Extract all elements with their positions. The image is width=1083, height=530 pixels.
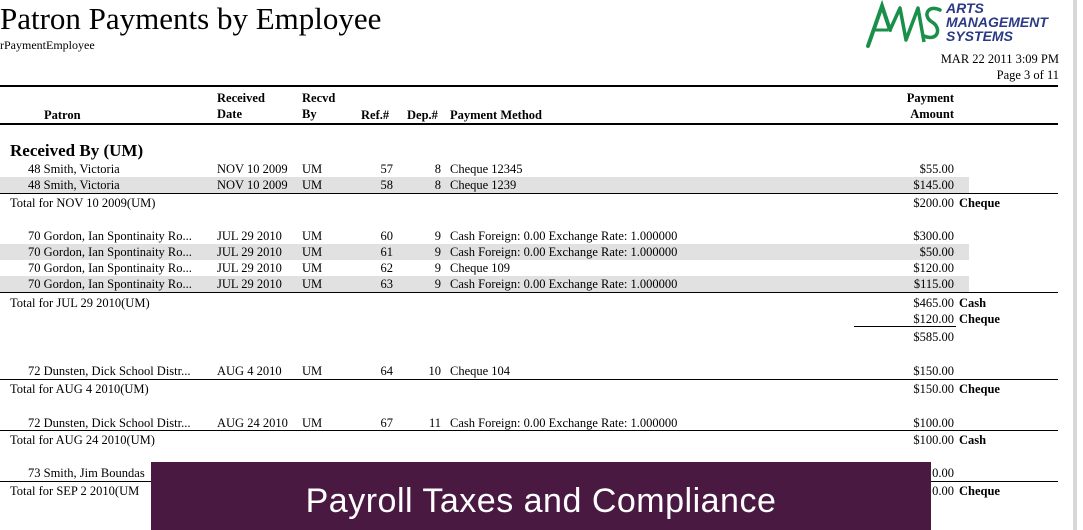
group-total-label: Total for AUG 4 2010(UM) (10, 382, 149, 396)
cell-ref: 57 (380, 162, 393, 176)
report-code: rPaymentEmployee (0, 38, 95, 52)
group-total-type: Cheque (959, 196, 1000, 210)
cell-recvd-by: UM (302, 162, 323, 176)
cell-date: JUL 29 2010 (217, 229, 282, 243)
cell-amount: $55.00 (919, 162, 954, 176)
cell-date: NOV 10 2009 (217, 178, 288, 192)
cell-ref: 63 (380, 277, 393, 291)
cell-amount: $150.00 (913, 364, 954, 378)
cell-dep: 9 (434, 245, 441, 259)
col-recvd-line2: By (302, 107, 317, 121)
group-grand-total: $585.00 (913, 330, 954, 344)
group-total-type: Cash (959, 433, 987, 447)
cell-recvd-by: UM (302, 416, 323, 430)
subtotal-rule (854, 326, 956, 327)
cell-amount: 0.00 (932, 466, 954, 480)
cell-amount: $300.00 (913, 229, 954, 243)
page-edge-shadow (1073, 0, 1077, 530)
group-total-amount: $465.00 (913, 296, 954, 310)
group-total-amount: 0.00 (932, 484, 954, 498)
cell-method: Cash Foreign: 0.00 Exchange Rate: 1.000000 (450, 245, 678, 259)
group-total-rule (0, 379, 1058, 380)
cell-ref: 60 (380, 229, 393, 243)
logo-text-arts: ARTS (946, 0, 984, 16)
cell-amount: $50.00 (919, 245, 954, 259)
cell-ref: 61 (380, 245, 393, 259)
cell-ref: 64 (380, 364, 393, 378)
group-total-type: Cash (959, 296, 987, 310)
group-total-label: Total for SEP 2 2010(UM (10, 484, 140, 498)
col-ref: Ref.# (361, 108, 390, 122)
cell-date: AUG 4 2010 (217, 364, 282, 378)
caption-banner-text: Payroll Taxes and Compliance (305, 482, 777, 520)
group-total-rule (0, 292, 1058, 293)
cell-recvd-by: UM (302, 178, 323, 192)
col-dep: Dep.# (407, 108, 438, 122)
cell-date: AUG 24 2010 (217, 416, 288, 430)
cell-patron: 48 Smith, Victoria (28, 178, 120, 192)
header-bottom-rule (0, 123, 1058, 125)
cell-amount: $145.00 (913, 178, 954, 192)
col-recvd-line1: Recvd (302, 91, 336, 105)
cell-dep: 9 (434, 277, 441, 291)
col-received-line2: Date (217, 107, 242, 121)
cell-dep: 9 (434, 261, 441, 275)
cell-method: Cash Foreign: 0.00 Exchange Rate: 1.000000 (450, 416, 678, 430)
cell-date: JUL 29 2010 (217, 261, 282, 275)
group-total-type: Cheque (959, 312, 1000, 326)
logo-text-systems: SYSTEMS (946, 28, 1013, 44)
col-amount-line1: Payment (906, 91, 954, 105)
cell-patron: 70 Gordon, Ian Spontinaity Ro... (28, 261, 192, 275)
col-amount-line2: Amount (910, 107, 954, 121)
group-total-amount: $100.00 (913, 433, 954, 447)
cell-patron: 70 Gordon, Ian Spontinaity Ro... (28, 229, 192, 243)
cell-recvd-by: UM (302, 229, 323, 243)
cell-method: Cash Foreign: 0.00 Exchange Rate: 1.000000 (450, 229, 678, 243)
cell-amount: $120.00 (913, 261, 954, 275)
group-total-type: Cheque (959, 382, 1000, 396)
ams-logo-icon (862, 0, 952, 52)
cell-method: Cash Foreign: 0.00 Exchange Rate: 1.000000 (450, 277, 678, 291)
cell-patron: 70 Gordon, Ian Spontinaity Ro... (28, 277, 192, 291)
cell-method: Cheque 109 (450, 261, 511, 275)
logo-text-management: MANAGEMENT (946, 14, 1048, 30)
cell-patron: 72 Dunsten, Dick School Distr... (28, 364, 191, 378)
cell-recvd-by: UM (302, 261, 323, 275)
cell-patron: 48 Smith, Victoria (28, 162, 120, 176)
cell-patron: 72 Dunsten, Dick School Distr... (28, 416, 191, 430)
caption-banner (151, 462, 931, 530)
group-total-rule (0, 430, 1058, 431)
group-total-type: Cheque (959, 484, 1000, 498)
cell-recvd-by: UM (302, 277, 323, 291)
section-heading: Received By (UM) (10, 141, 144, 160)
cell-dep: 11 (428, 416, 441, 430)
col-patron: Patron (44, 108, 81, 122)
report-title: Patron Payments by Employee (0, 1, 382, 36)
group-total-rule (0, 193, 1058, 194)
report-timestamp: MAR 22 2011 3:09 PM (940, 52, 1059, 66)
cell-date: JUL 29 2010 (217, 245, 282, 259)
cell-amount: $115.00 (913, 277, 954, 291)
page-indicator: Page 3 of 11 (996, 68, 1059, 82)
cell-dep: 8 (434, 178, 441, 192)
cell-ref: 67 (380, 416, 393, 430)
header-top-rule (0, 85, 1058, 87)
cell-recvd-by: UM (302, 364, 323, 378)
cell-dep: 9 (434, 229, 441, 243)
cell-recvd-by: UM (302, 245, 323, 259)
col-received-line1: Received (217, 91, 265, 105)
col-payment-method: Payment Method (450, 108, 542, 122)
cell-ref: 62 (380, 261, 393, 275)
cell-amount: $100.00 (913, 416, 954, 430)
group-total-label: Total for NOV 10 2009(UM) (10, 196, 156, 210)
cell-ref: 58 (380, 178, 393, 192)
cell-dep: 8 (434, 162, 441, 176)
cell-patron: 73 Smith, Jim Boundas (28, 466, 145, 480)
cell-method: Cheque 12345 (450, 162, 523, 176)
group-total-label: Total for JUL 29 2010(UM) (10, 296, 150, 310)
group-total-amount: $200.00 (913, 196, 954, 210)
cell-method: Cheque 104 (450, 364, 511, 378)
group-total-label: Total for AUG 24 2010(UM) (10, 433, 155, 447)
group-total-amount: $120.00 (913, 312, 954, 326)
cell-date: NOV 10 2009 (217, 162, 288, 176)
group-total-amount: $150.00 (913, 382, 954, 396)
cell-patron: 70 Gordon, Ian Spontinaity Ro... (28, 245, 192, 259)
cell-date: JUL 29 2010 (217, 277, 282, 291)
cell-dep: 10 (428, 364, 441, 378)
cell-method: Cheque 1239 (450, 178, 517, 192)
